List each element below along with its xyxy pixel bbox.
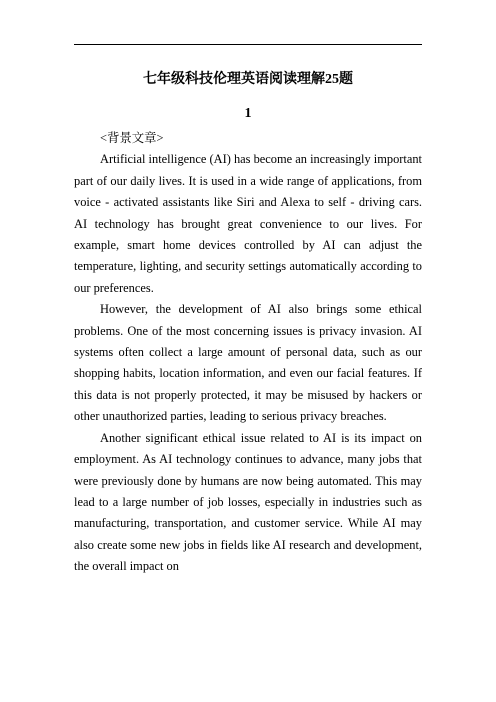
paragraph-1: Artificial intelligence (AI) has become an increasingly important part of our daily lives. It is used in a wide range of applications, from voice - activated assistants like Siri and Alexa to self - driving cars. AI technology has brought great convenience to our lives. For example, smart home devices controlled by AI can adjust the temperature, lighting, and security settings automatically according to our preferences.	[74, 152, 422, 295]
paragraph-3: Another significant ethical issue related to AI is its impact on employment. As AI technology continues to advance, many jobs that were previously done by humans are now being automated. This may lead to a large number of job losses, especially in industries such as manufacturing, transportation, and customer service. While AI may also create some new jobs in fields like AI research and development, the overall impact on	[74, 430, 422, 574]
section-number: 1	[244, 106, 252, 121]
paragraph-2: However, the development of AI also brings some ethical problems. One of the most concerning issues is privacy invasion. AI systems often collect a large amount of personal data, such as our shopping habits, location information, and even our facial features. If this data is not properly protected, it may be misused by hackers or other unauthorized parties, leading to serious privacy breaches.	[74, 302, 422, 424]
header-rule	[74, 44, 422, 45]
passage-label: <背景文章>	[100, 131, 164, 145]
document-title: 七年级科技伦理英语阅读理解25题	[143, 72, 353, 87]
passage-body	[74, 128, 422, 578]
